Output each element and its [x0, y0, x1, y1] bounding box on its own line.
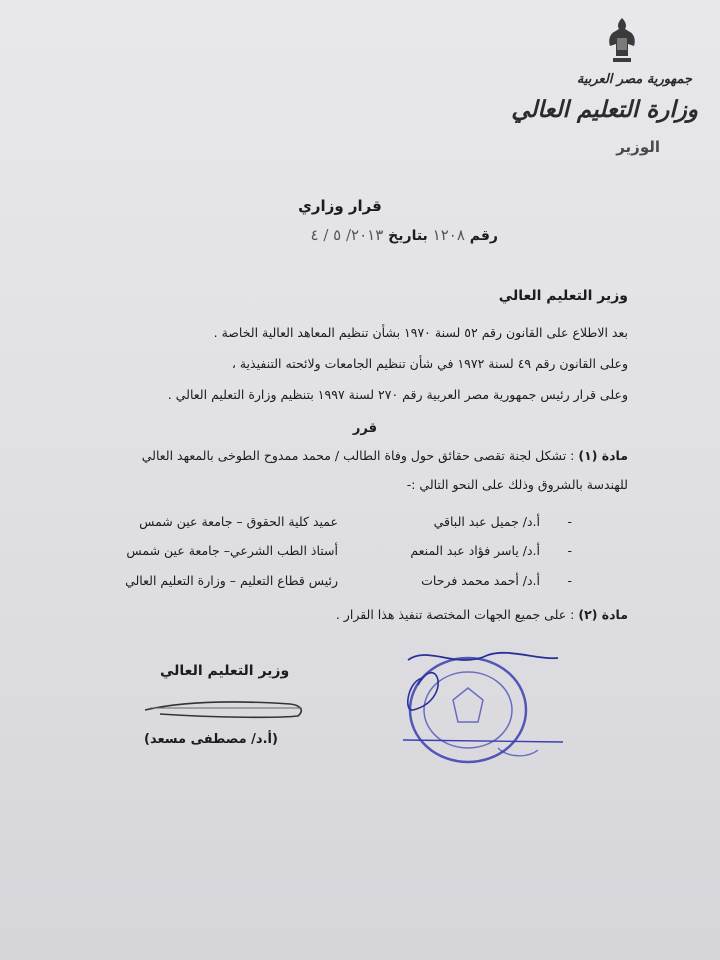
decided-heading: قرر [352, 421, 377, 436]
paragraph-1: بعد الاطلاع على القانون رقم ٥٢ لسنة ١٩٧٠ بشأن تنظيم المعاهد العالية الخاصة . [213, 325, 628, 340]
member-2-name: أ.د/ ياسر فؤاد عبد المنعم [410, 543, 540, 558]
body-heading: وزير التعليم العالي [498, 288, 628, 304]
member-1-role: عميد كلية الحقوق – جامعة عين شمس [139, 514, 338, 529]
member-3-dash: - [567, 573, 572, 588]
member-3-role: رئيس قطاع التعليم – وزارة التعليم العالي [125, 573, 338, 588]
header-republic: جمهورية مصر العربية [576, 72, 692, 87]
decree-title: قرار وزاري [298, 197, 382, 215]
official-stamp-icon [398, 640, 568, 770]
article-1-label: مادة (١) [578, 448, 628, 463]
article-1-text: : تشكل لجنة تقصى حقائق حول وفاة الطالب / محمد ممدوح الطوخى بالمعهد العالي [141, 448, 575, 463]
member-2-dash: - [567, 543, 572, 558]
article-1 [142, 448, 628, 463]
date-label: بتاريخ [388, 228, 428, 244]
number-label: رقم [469, 228, 498, 244]
decree-number-line [311, 226, 499, 244]
member-2-role: أستاذ الطب الشرعي– جامعة عين شمس [126, 543, 338, 558]
article-1-continuation: للهندسة بالشروق وذلك على النحو التالي :- [406, 477, 628, 492]
eagle-emblem-icon [604, 14, 640, 64]
paragraph-2: وعلى القانون رقم ٤٩ لسنة ١٩٧٢ في شأن تنظيم الجامعات ولائحته التنفيذية ، [231, 356, 628, 371]
article-2-label: مادة (٢) [578, 607, 628, 622]
signature-scrawl-icon [140, 688, 310, 728]
number-value: ١٢٠٨ [432, 226, 465, 244]
header-ministry: وزارة التعليم العالي [511, 96, 698, 123]
article-2 [336, 607, 628, 622]
signature-title: وزير التعليم العالي [160, 663, 290, 679]
date-value: ٢٠١٣/ ٥ / ٤ [310, 226, 384, 244]
paragraph-3: وعلى قرار رئيس جمهورية مصر العربية رقم ٢٧٠ لسنة ١٩٩٧ بتنظيم وزارة التعليم العالي . [167, 387, 628, 402]
member-3-name: أ.د/ أحمد محمد فرحات [421, 573, 540, 588]
article-2-text: : على جميع الجهات المختصة تنفيذ هذا القرار . [335, 607, 575, 622]
member-1-dash: - [567, 514, 572, 529]
member-1-name: أ.د/ جميل عبد الباقي [433, 514, 540, 529]
header-minister: الوزير [616, 138, 660, 156]
signature-name: (أ.د/ مصطفى مسعد) [144, 732, 278, 747]
